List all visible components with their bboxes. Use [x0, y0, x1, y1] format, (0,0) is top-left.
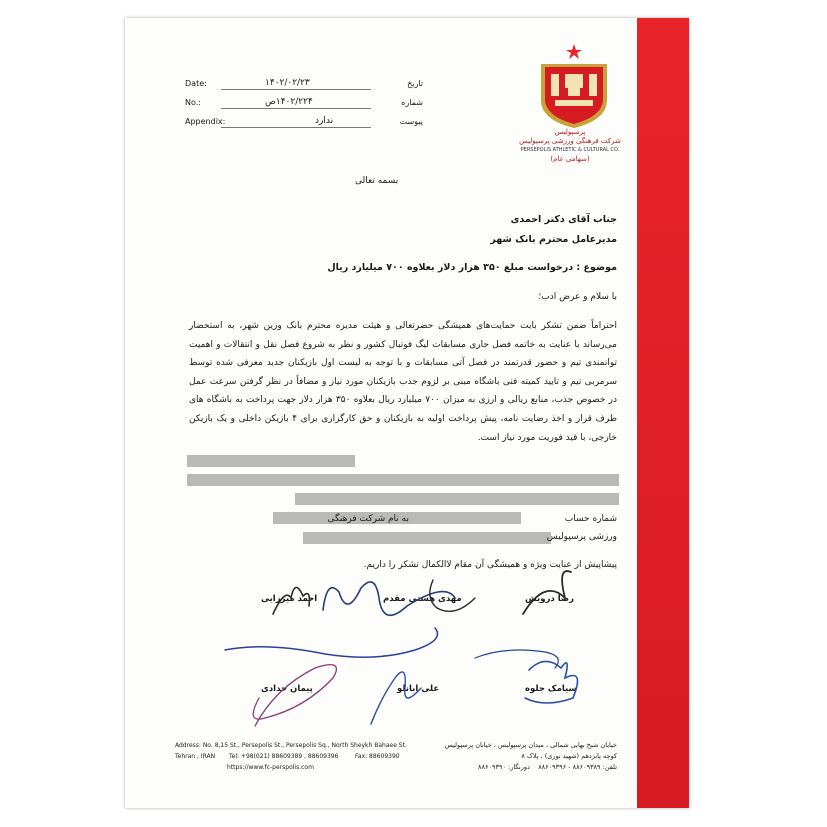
footer-address-en — [175, 740, 407, 773]
recipient-name: جناب آقای دکتر احمدی — [510, 214, 617, 225]
number-label-en: No.: — [185, 98, 201, 107]
redaction-bar — [187, 474, 619, 486]
footer-street: Address: No. 8,15 St., Persepolis St., Persepolis Sq., North Sheykh Bahaee St. — [175, 742, 407, 749]
footer-alley-fa: کوچه پانزدهم (شهید نوری) ، پلاک ۸ — [521, 752, 617, 760]
redaction-bar — [187, 455, 355, 467]
date-value: ۱۴۰۲/۰۲/۲۳ — [265, 78, 310, 88]
company-name-fa: شرکت فرهنگی ورزشی پرسپولیس — [519, 137, 621, 145]
greeting: با سلام و عرض ادب؛ — [538, 292, 617, 302]
letter-subject: موضوع : درخواست مبلغ ۳۵۰ هزار دلار بعلاوه ۷۰۰ میلیارد ریال — [327, 262, 617, 273]
company-name-block — [500, 128, 640, 164]
footer-street-fa: خیابان شیخ بهایی شمالی ، میدان پرسپولیس ، خیابان پرسپولیس — [444, 741, 617, 749]
recipient-title: مدیرعامل محترم بانک شهر — [490, 234, 617, 245]
number-value: ۱۴۰۲/۲۲۴ص — [265, 97, 313, 107]
letter-body: احتراماً ضمن تشکر بابت حمایت‌های همیشگی حضرتعالی و هیئت مدیره محترم بانک وزین شهر، به استحضار می‌رساند با عنایت به خاتمه فصل جاری مسابقات لیگ فوتبال کشور و نظر به شروع فصل نقل و انتقالات و اهمیت توانمندی تیم و حضور قدرتمند در فصل آتی مسابقات و با توجه به لیست اول بازیکنان جدید معرفی شده توسط سرمربی تیم و تایید کمیته فنی باشگاه مبنی بر لزوم جذب بازیکنان مورد نیاز و مضافاً در نظر گرفتن سرعت عمل در خصوص جذب، منابع ریالی و ارزی به میزان ۷۰۰ میلیارد ریال بعلاوه ۳۵۰ هزار دلار جهت پرداخت به باشگاه های طرف قرار و اخذ رضایت نامه، پیش پرداخت اولیه به بازیکنان و حق کارگزاری برای ۴ بازیکن داخلی و یک بازیکن خارجی، با قید فوریت مورد نیاز است. — [189, 321, 618, 443]
appendix-value: ندارد — [315, 116, 334, 126]
number-line — [221, 108, 371, 109]
appendix-row — [185, 117, 425, 131]
footer-address-fa — [445, 740, 617, 773]
company-name-en: PERSEPOLIS ATHLETIC & CULTURAL CO. — [520, 147, 620, 153]
footer-fax: Fax: 88609390 — [355, 753, 400, 760]
signer-name: علی ابانلو — [397, 684, 440, 694]
signer-name: احمد میرزایی — [261, 594, 318, 604]
club-name: پرسپولیس — [554, 128, 586, 136]
appendix-label-en: Appendix: — [185, 117, 226, 126]
closing-line: پیشاپیش از عنایت ویژه و همیشگی آن مقام لاالکمال تشکر را داریم. — [363, 560, 617, 570]
appendix-label-fa: پیوست — [399, 117, 423, 126]
date-line — [221, 89, 371, 90]
signature-8 — [525, 661, 578, 703]
signer-name: مهدی هستی مقدم — [383, 594, 462, 604]
account-line: شماره حساب — [564, 514, 617, 524]
number-row — [185, 98, 425, 112]
signature-9 — [475, 650, 558, 668]
account-owner: به نام شرکت فرهنگی — [327, 514, 409, 524]
basmala: بسمه تعالی — [355, 176, 399, 186]
signature-1 — [273, 587, 309, 614]
signature-4 — [523, 571, 571, 614]
redaction-bar — [295, 493, 619, 505]
redaction-bar — [303, 532, 551, 544]
footer-city: Tehran , IRAN — [175, 753, 216, 760]
number-label-fa: شماره — [401, 98, 423, 107]
signature-5 — [225, 628, 438, 657]
signer-name: پیمان حدادی — [261, 684, 313, 694]
date-label-en: Date: — [185, 79, 207, 88]
signatures — [125, 558, 689, 738]
appendix-line — [221, 127, 371, 128]
footer-fax-fa: دورنگار: ۸۸۶۰۹۳۹۰ — [478, 763, 530, 771]
persepolis-logo-icon — [535, 42, 613, 128]
footer-tel-fa: تلفن: ۸۸۶۰۹۳۸۹ - ۸۸۶۰۹۳۹۶ — [538, 763, 617, 771]
signature-6 — [253, 665, 336, 726]
signer-name: رضا درویش — [525, 594, 575, 604]
footer-website[interactable]: https://www.fc-perspolis.com — [227, 764, 314, 771]
company-type: (سهامی عام) — [550, 155, 590, 163]
account-owner-cont: ورزشی پرسپولیس — [546, 532, 617, 542]
signature-2 — [323, 582, 455, 615]
footer-tel: Tel: +98(021) 88609389 , 88609396 — [229, 753, 339, 760]
signature-7 — [371, 672, 421, 724]
date-label-fa: تاریخ — [407, 79, 423, 88]
signer-name: سیامک جلوه — [525, 684, 577, 694]
letter-page — [125, 18, 689, 808]
date-row — [185, 79, 425, 93]
